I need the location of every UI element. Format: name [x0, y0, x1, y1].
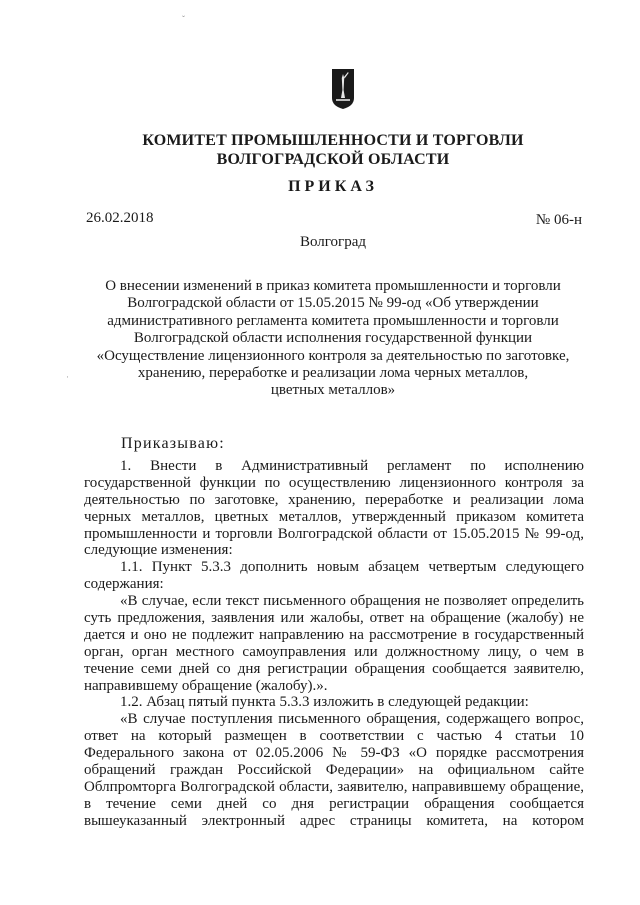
- body-line: суть предложения, заявления или жалобы, ответ на обращение (жалобу) не: [84, 610, 584, 627]
- document-city: Волгоград: [299, 234, 366, 250]
- body-line: государственной функции по осуществлению лицензионного контроля за: [84, 474, 584, 491]
- organization-line-1: КОМИТЕТ ПРОМЫШЛЕННОСТИ И ТОРГОВЛИ: [142, 132, 524, 149]
- body-line: 1.2. Абзац пятый пункта 5.3.3 изложить в следующей редакции:: [120, 694, 529, 711]
- scan-speck: ·: [66, 372, 69, 382]
- body-line: направившему обращение (жалобу).».: [84, 677, 328, 694]
- body-line: дается и оно не подлежит направлению на рассмотрение в государственный: [84, 626, 584, 643]
- subject-line: О внесении изменений в приказ комитета промышленности и торговли: [105, 278, 561, 294]
- document-type: ПРИКАЗ: [288, 178, 378, 195]
- organization-line-2: ВОЛГОГРАДСКОЙ ОБЛАСТИ: [216, 151, 450, 168]
- document-subject: [84, 278, 582, 400]
- body-line: в течение семи дней со дня регистрации обращения сообщается: [84, 795, 584, 812]
- body-line: черных металлов, цветных металлов, утвержденный приказом комитета: [84, 508, 584, 525]
- body-line: промышленности и торговли Волгоградской области от 15.05.2015 № 99-од,: [84, 525, 584, 542]
- subject-line: административного регламента комитета промышленности и торговли: [107, 312, 559, 329]
- body-line: 1. Внести в Административный регламент по исполнению: [120, 458, 584, 474]
- body-line: «В случае, если текст письменного обращения не позволяет определить: [120, 593, 584, 610]
- body-line: ответ на который размещен в соответствии с частью 4 статьи 10: [84, 728, 584, 745]
- subject-line: Волгоградской области исполнения государственной функции: [133, 330, 533, 347]
- body-line: Федерального закона от 02.05.2006 № 59-ФЗ «О порядке рассмотрения: [84, 745, 584, 762]
- scan-speck: ˇ: [182, 14, 185, 24]
- volgograd-emblem-icon: [331, 68, 355, 110]
- order-word: Приказываю:: [121, 435, 225, 452]
- body-line: вышеуказанный электронный адрес страницы комитета, на котором: [84, 812, 584, 829]
- body-line: 1.1. Пункт 5.3.3 дополнить новым абзацем четвертым следующего: [120, 559, 584, 576]
- body-line: «В случае поступления письменного обращения, содержащего вопрос,: [120, 711, 584, 728]
- body-line: следующие изменения:: [84, 542, 233, 559]
- subject-line: хранению, переработке и реализации лома черных металлов,: [137, 365, 529, 382]
- body-line: Облпромторга Волгоградской области, заявителю, направившему обращение,: [84, 778, 584, 795]
- organization-name: [0, 131, 640, 169]
- body-line: течение семи дней со дня регистрации обращения сообщается заявителю,: [84, 660, 584, 677]
- document-body: [84, 458, 584, 830]
- subject-line: Волгоградской области от 15.05.2015 № 99-од «Об утверждении: [127, 295, 539, 312]
- subject-line: цветных металлов»: [270, 382, 396, 399]
- subject-line: «Осуществление лицензионного контроля за деятельностью по заготовке,: [96, 347, 570, 364]
- body-line: орган, орган местного самоуправления или должностному лицу, о чем в: [84, 643, 584, 660]
- document-number: № 06-н: [535, 212, 582, 228]
- body-line: обращений граждан Российской Федерации» на официальном сайте: [84, 762, 584, 779]
- document-date: 26.02.2018: [86, 210, 154, 226]
- body-line: деятельностью по заготовке, хранению, переработке и реализации лома: [84, 491, 584, 508]
- body-line: содержания:: [84, 576, 164, 593]
